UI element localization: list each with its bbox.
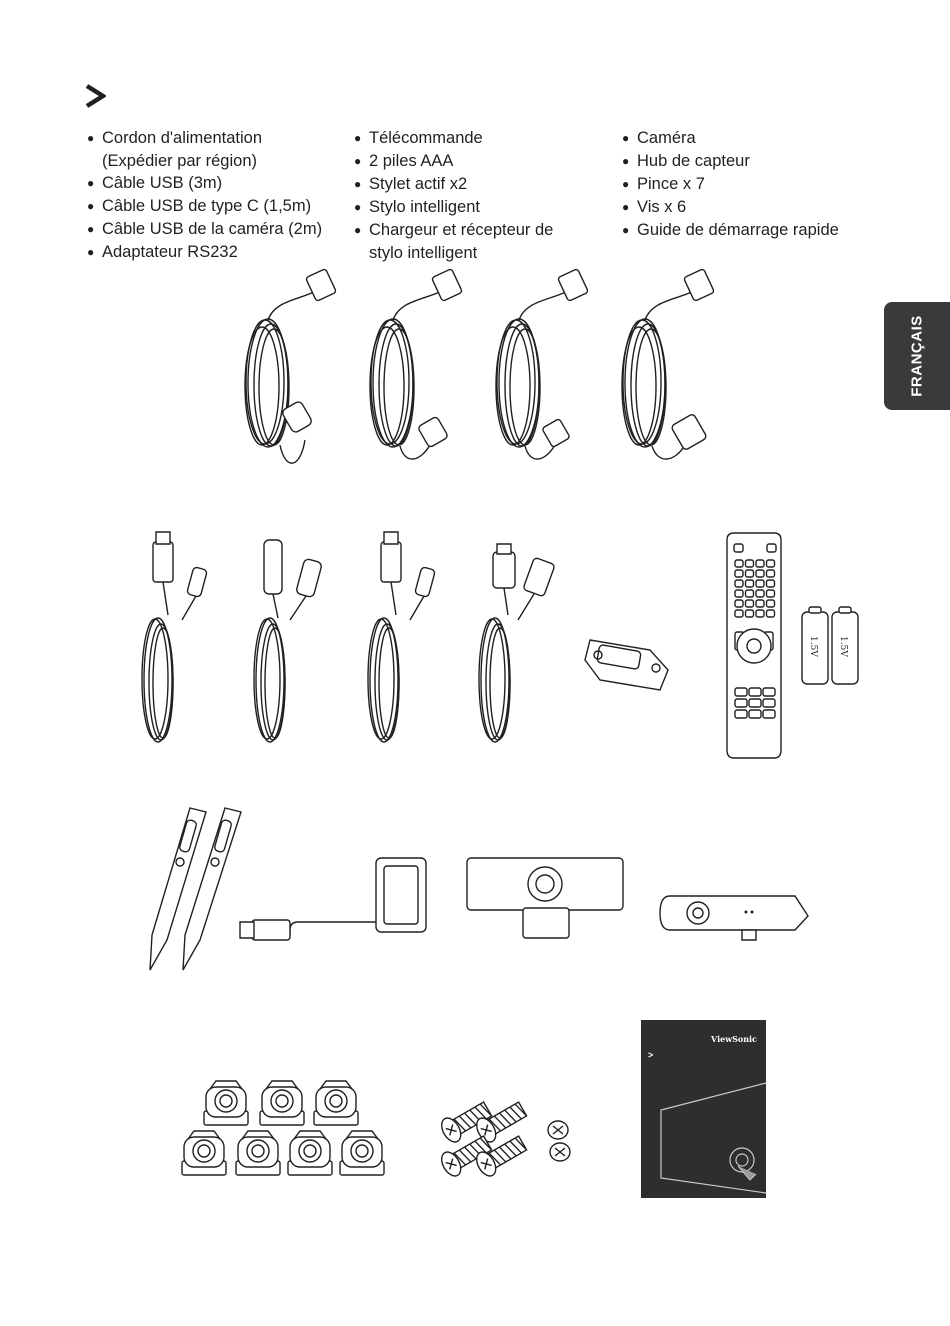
remote-button xyxy=(763,688,775,696)
list-item: ● 2 piles AAA xyxy=(354,150,553,173)
remote-button xyxy=(756,590,764,597)
remote-button xyxy=(756,570,764,577)
list-item: ● Adaptateur RS232 xyxy=(87,241,322,264)
remote-button xyxy=(749,699,761,707)
list-item: ● Câble USB (3m) xyxy=(87,172,322,195)
list-item: ● Pince x 7 xyxy=(622,173,839,196)
power-cord-au-icon xyxy=(370,269,462,459)
list-item: ● Chargeur et récepteur de stylo intelligent xyxy=(354,219,553,264)
list-item: ● Cordon d'alimentation (Expédier par région) xyxy=(87,127,322,172)
remote-button xyxy=(746,570,754,577)
remote-button xyxy=(756,610,764,617)
camera-icon xyxy=(467,858,623,938)
quick-start-guide-icon xyxy=(641,1020,766,1198)
cable-clip-icon xyxy=(204,1081,248,1125)
svg-text:1.5V: 1.5V xyxy=(838,636,848,657)
remote-button xyxy=(746,590,754,597)
list-item: ● Câble USB de type C (1,5m) xyxy=(87,195,322,218)
language-tab: FRANÇAIS xyxy=(884,302,950,410)
small-screw-icon xyxy=(550,1143,570,1161)
remote-button xyxy=(735,570,743,577)
remote-button xyxy=(756,580,764,587)
remote-button xyxy=(735,688,747,696)
usb-type-c-cable-icon xyxy=(254,540,322,742)
remote-button xyxy=(749,688,761,696)
active-stylus-icon xyxy=(150,808,206,970)
remote-button xyxy=(735,610,743,617)
remote-button xyxy=(735,560,743,567)
cable-clip-icon xyxy=(236,1131,280,1175)
remote-button xyxy=(746,610,754,617)
remote-button xyxy=(767,560,775,567)
remote-button xyxy=(767,580,775,587)
remote-button xyxy=(735,580,743,587)
list-item: ● Hub de capteur xyxy=(622,150,839,173)
remote-button xyxy=(746,600,754,607)
list-item: ● Câble USB de la caméra (2m) xyxy=(87,218,322,241)
power-cord-us-icon xyxy=(496,269,588,459)
remote-button xyxy=(767,610,775,617)
remote-button xyxy=(767,544,776,552)
remote-button xyxy=(749,710,761,718)
pen-charger-receiver-icon xyxy=(240,858,426,940)
remote-button xyxy=(734,544,743,552)
remote-control-icon xyxy=(727,533,781,758)
remote-button xyxy=(746,560,754,567)
remote-button xyxy=(735,710,747,718)
cable-clip-icon xyxy=(260,1081,304,1125)
remote-button xyxy=(756,560,764,567)
rs232-adapter-icon xyxy=(585,640,668,690)
cable-clip-icon xyxy=(288,1131,332,1175)
small-screw-icon xyxy=(548,1121,568,1139)
hdmi-cable-icon xyxy=(479,544,555,742)
cable-clip-icon xyxy=(340,1131,384,1175)
svg-text:>: > xyxy=(648,1050,654,1060)
power-cord-eu-icon xyxy=(245,269,336,464)
power-cord-uk-icon xyxy=(622,269,714,459)
cable-clip-icon xyxy=(314,1081,358,1125)
cable-clip-icon xyxy=(182,1131,226,1175)
list-item: ● Stylet actif x2 xyxy=(354,173,553,196)
sensor-hub-icon xyxy=(660,896,808,940)
remote-button xyxy=(767,590,775,597)
aaa-battery-icon xyxy=(802,607,828,684)
camera-usb-cable-icon xyxy=(368,532,435,742)
list-item: ● Guide de démarrage rapide xyxy=(622,219,839,242)
list-item: ● Stylo intelligent xyxy=(354,196,553,219)
usb-cable-icon xyxy=(142,532,207,742)
remote-button xyxy=(735,600,743,607)
svg-text:ViewSonic: ViewSonic xyxy=(711,1034,757,1044)
aaa-battery-icon xyxy=(832,607,858,684)
remote-button xyxy=(746,580,754,587)
remote-button xyxy=(735,590,743,597)
remote-button xyxy=(735,699,747,707)
remote-button xyxy=(756,600,764,607)
remote-button xyxy=(763,710,775,718)
list-item: ● Caméra xyxy=(622,127,839,150)
remote-button xyxy=(763,699,775,707)
list-item: ● Vis x 6 xyxy=(622,196,839,219)
remote-button xyxy=(767,570,775,577)
svg-text:1.5V: 1.5V xyxy=(808,636,818,657)
remote-button xyxy=(767,600,775,607)
list-item: ● Télécommande xyxy=(354,127,553,150)
